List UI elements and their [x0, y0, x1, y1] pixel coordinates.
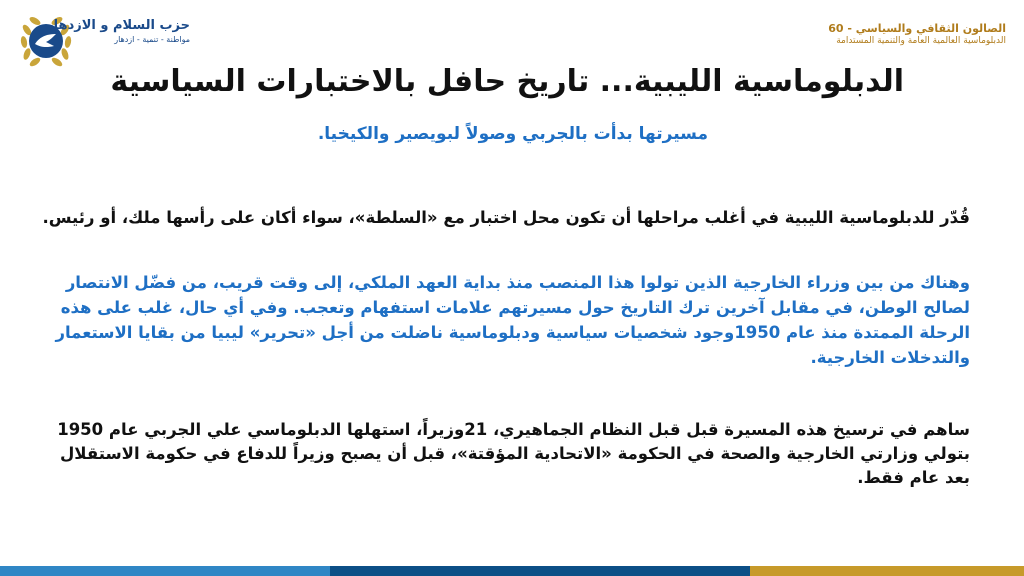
slide-subtitle: مسيرتها بدأت بالجربي وصولاً لبويصير والكيخيا.: [317, 124, 708, 144]
party-logo: [18, 12, 190, 72]
paragraph-intro: قُدّر للدبلوماسية الليبية في أغلب مراحلها أن تكون محل اختبار مع «السلطة»، سواء أكان على رأسها ملك، أو رئيس.: [42, 208, 970, 227]
salon-header: [766, 22, 1006, 46]
salon-title: الصالون الثقافي والسياسي - 60: [828, 22, 1006, 35]
party-slogan: مواطنة - تنمية - ازدهار: [114, 35, 190, 44]
footer-segment-gold: [750, 566, 1024, 576]
paragraph-history: ساهم في ترسيخ هذه المسيرة قبل قبل النظام الجماهيري، 21وزيراً، استهلها الدبلوماسي علي الجربي عام 1950 بتولي وزارتي الخارجية والصحة في الحكومة «الاتحادية المؤقتة»، قبل أن يصبح وزيراً للدفاع في حكومة الاستقلال بعد عام فقط.: [57, 420, 970, 487]
footer-segment-light-blue: [0, 566, 330, 576]
salon-subtitle: الدبلوماسية العالمية العامة والتنمية المستدامة: [836, 36, 1006, 46]
party-name: حزب السلام و الازدهار: [46, 18, 190, 33]
footer-color-bar: [0, 566, 1024, 576]
slide-title: الدبلوماسية الليبية... تاريخ حافل بالاختبارات السياسية: [110, 64, 904, 99]
footer-segment-dark-blue: [330, 566, 750, 576]
paragraph-ministers: وهناك من بين وزراء الخارجية الذين تولوا هذا المنصب منذ بداية العهد الملكي، إلى وقت قريب، من فضّل الانتصار لصالح الوطن، في مقابل آخرين ترك التاريخ حول مسيرتهم علامات استفهام وتعجب. وفي أي حال، غلب على هذه الرحلة الممتدة منذ عام 1950وجود شخصيات سياسية ودبلوماسية ناضلت من أجل «تحرير» ليبيا من بقايا الاستعمار والتدخلات الخارجية.: [55, 273, 970, 367]
